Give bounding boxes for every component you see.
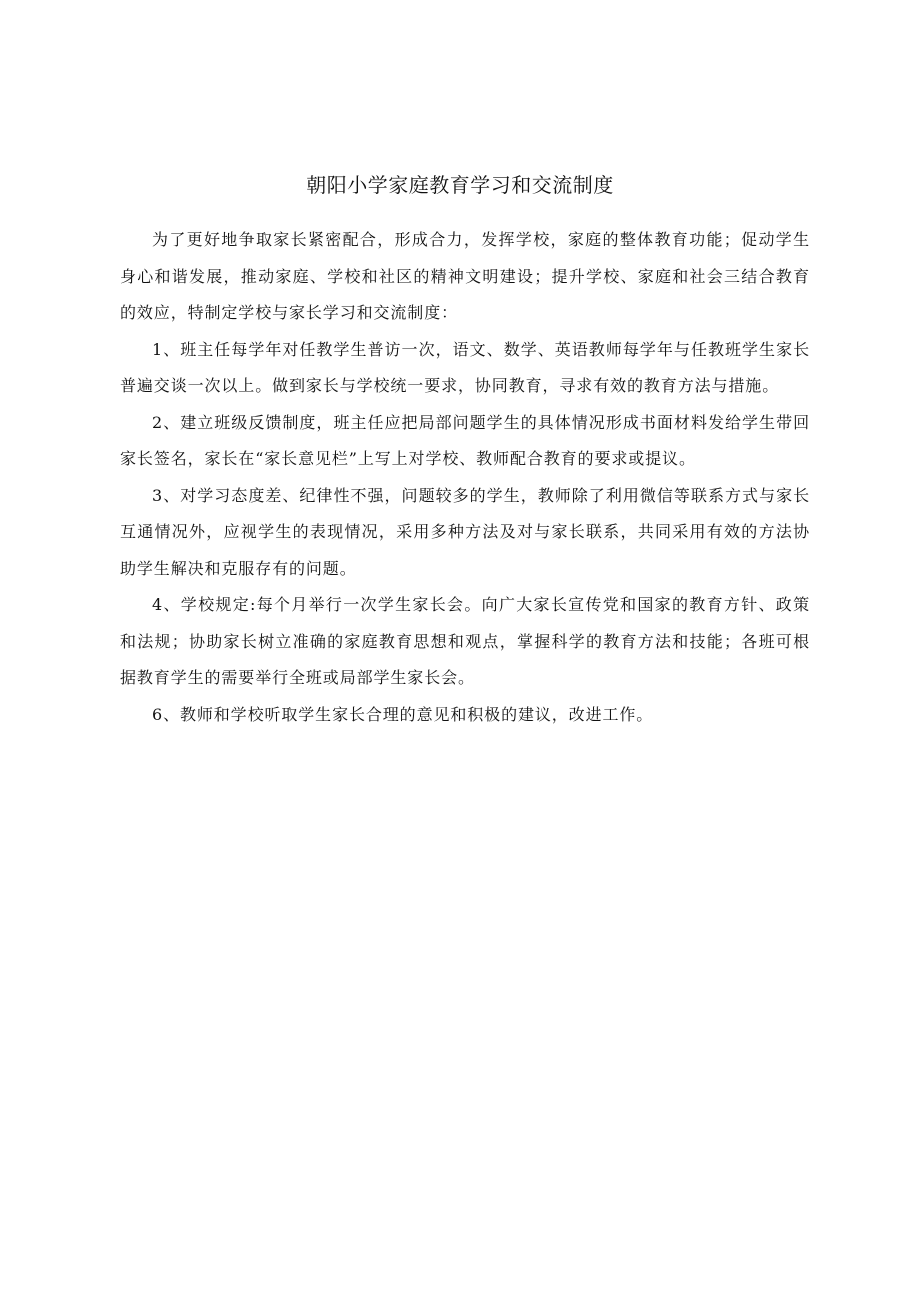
paragraph-item-3: 3、对学习态度差、纪律性不强，问题较多的学生，教师除了利用微信等联系方式与家长互通情况外，应视学生的表现情况，采用多种方法及对与家长联系，共同采用有效的方法协助学生解决和克服存有的问题。 <box>120 485 810 578</box>
paragraph-item-1: 1、班主任每学年对任教学生普访一次，语文、数学、英语教师每学年与任教班学生家长普遍交谈一次以上。做到家长与学校统一要求，协同教育，寻求有效的教育方法与措施。 <box>120 339 810 395</box>
paragraph-intro: 为了更好地争取家长紧密配合，形成合力，发挥学校，家庭的整体教育功能；促动学生身心和谐发展，推动家庭、学校和社区的精神文明建设；提升学校、家庭和社会三结合教育的效应，特制定学校与家长学习和交流制度： <box>120 230 810 322</box>
document-body <box>120 222 810 733</box>
paragraph-item-6: 6、教师和学校听取学生家长合理的意见和积极的建议，改进工作。 <box>152 704 654 724</box>
paragraph-item-2: 2、建立班级反馈制度，班主任应把局部问题学生的具体情况形成书面材料发给学生带回家长签名，家长在“家长意见栏”上写上对学校、教师配合教育的要求或提议。 <box>120 412 810 468</box>
paragraph-item-4: 4、学校规定:每个月举行一次学生家长会。向广大家长宣传党和国家的教育方针、政策和法规；协助家长树立准确的家庭教育思想和观点，掌握科学的教育方法和技能；各班可根据教育学生的需要举行全班或局部学生家长会。 <box>120 595 810 687</box>
document-title: 朝阳小学家庭教育学习和交流制度 <box>306 173 614 197</box>
